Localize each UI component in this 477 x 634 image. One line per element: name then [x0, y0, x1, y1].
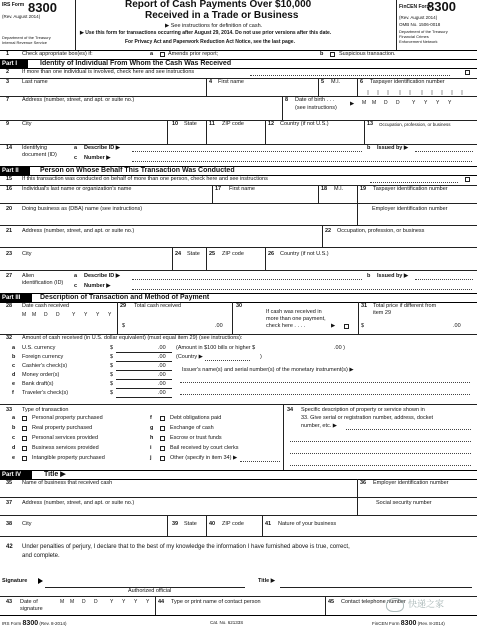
irs-form-number: 8300: [28, 0, 57, 15]
irs-dept-1: Department of the Treasury: [2, 35, 51, 40]
money-amount-line[interactable]: [116, 388, 172, 389]
part-3-title: Description of Transaction and Method of Payment: [40, 294, 210, 301]
transaction-type-checkbox[interactable]: [160, 436, 165, 441]
dollar-sign: $: [110, 363, 114, 369]
part-4-header: [0, 470, 477, 480]
transaction-type-label: Personal property purchased: [32, 415, 103, 421]
transaction-type-label: Debt obligations paid: [170, 415, 222, 421]
fincen-dept-3: Enforcement Network: [399, 39, 438, 44]
watermark-logo-icon: [386, 598, 404, 612]
property-description-field[interactable]: [346, 429, 471, 430]
transaction-type-label: Personal services provided: [32, 435, 99, 441]
footer-cat-no: Cat. No. 62133S: [210, 620, 244, 625]
money-key: d: [12, 372, 16, 378]
fincen-dept-2: Financial Crimes: [399, 34, 429, 39]
money-amount-line[interactable]: [116, 352, 172, 353]
multiple-persons-checkbox[interactable]: [465, 177, 470, 182]
money-amount-line[interactable]: [116, 379, 172, 380]
form-title-line2: Received in a Trade or Business: [145, 10, 299, 21]
multiple-individuals-checkbox[interactable]: [465, 70, 470, 75]
signature-arrow-icon: [38, 578, 43, 584]
alien-id-issued-by-field[interactable]: [415, 279, 473, 280]
transaction-type-label: Other (specify in item 34) ▶: [170, 455, 238, 461]
transaction-type-checkbox[interactable]: [22, 416, 27, 421]
id-issued-by-field[interactable]: [415, 151, 473, 152]
fincen-form-prefix: FinCEN Form: [399, 4, 431, 10]
part-4-tag: Part IV: [0, 471, 32, 479]
dollar-sign: $: [110, 345, 114, 351]
part-1-title: Identity of Individual From Whom the Cash Was Received: [40, 60, 232, 67]
part-2-tag: Part II: [0, 167, 30, 175]
title-field[interactable]: [280, 587, 472, 588]
money-label: Foreign currency: [22, 354, 64, 360]
fincen-form-number: 8300: [427, 0, 456, 14]
omb-number: OMB No. 1506-0018: [399, 22, 441, 27]
part-3-tag: Part III: [0, 294, 32, 302]
form-sub-3: For Privacy Act and Paperwork Reduction Act Notice, see the last page.: [125, 39, 295, 45]
form-title-line1: Report of Cash Payments Over $10,000: [125, 0, 312, 10]
watermark-text: 快递之家: [408, 599, 445, 609]
money-amount[interactable]: .00: [158, 354, 166, 360]
money-amount[interactable]: .00: [158, 345, 166, 351]
money-amount[interactable]: .00: [158, 363, 166, 369]
alien-id-number-field[interactable]: [132, 289, 472, 290]
money-amount[interactable]: .00: [158, 372, 166, 378]
money-amount-line[interactable]: [116, 370, 172, 371]
dollar-sign: $: [110, 381, 114, 387]
dollar-sign: $: [110, 354, 114, 360]
transaction-type-checkbox[interactable]: [160, 416, 165, 421]
transaction-type-label: Business services provided: [32, 445, 99, 451]
type-key: b: [12, 425, 16, 431]
type-key: j: [150, 455, 152, 461]
type-key: a: [12, 415, 16, 421]
footer-irs: IRS Form 8300 (Rev. 8-2014): [2, 620, 67, 627]
type-key: e: [12, 455, 16, 461]
money-amount[interactable]: .00: [158, 390, 166, 396]
type-key: h: [150, 435, 154, 441]
transaction-type-label: Intangible property purchased: [32, 455, 105, 461]
money-key: e: [12, 381, 16, 387]
transaction-type-label: Escrow or trust funds: [170, 435, 222, 441]
money-key: f: [12, 390, 14, 396]
money-amount[interactable]: .00: [158, 381, 166, 387]
form-8300-page: IRS Form 8300 (Rev. August 2014) Department of the Treasury Internal Revenue Service Report of Cash Payments Over $10,000 Received in a Trade or Business ▶ See instructions for definition of cash. ▶ Use this form for transactions occurring after August 29, 2014. Do not use prior versions after this date. For Privacy Act and Paperwork Reduction Act Notice, see the last page. FinCEN Form 8300 (Rev. August 2014) OMB No. 1506-0018 Department of the Treasury Financial Crimes Enforcement Network 1 Check appropriate box(es) if: a Amends prior report; b Suspicious transaction. Part I Identity of Individual From Whom the Cash Was Received 2 If more than one individual is involved, check here and see instructions 3 Last name 4 First name 5 M.I. 6 Taxpayer identification number 7 Address (number, street, and apt. or suite no.) 8 Date of birth . . . (see instructions) ▶ M M D D Y Y Y Y 9 City 10 State 11 ZIP code 12 Country (if not U.S.) 13 Occupation, profession, or business 14 Identifying document (ID) a Describe ID ▶ c Number ▶ b Issued by ▶ Part II Person on Whose Behalf This Transaction Was Conducted 15 If this transaction was conducted on behalf of more than one person, check here and see instructions 16 Individual's last name or organization's name 17 First name 18 M.I. 19 Taxpayer identification number 20 Doing business as (DBA) name (see instructions) Employer identification number 21 Address (number, street, and apt. or suite no.) 22 Occupation, profession, or business 23 City 24 State 25 ZIP code 26 Country (if not U.S.) 27 Alien identification (ID) a Describe ID ▶ c Number ▶ b Issued by ▶ Part III Description of Transaction and Method of Payment 28 Date cash received M M D D Y Y Y Y 29 Total cash received $ .00 30 If cash was received in more than one payment, check here . . . . ▶ 31 Total price if different from item 29 $ .00 32 Amount of cash received (in U.S. dollar equivalent) (must equal item 29) (see instructions): a U.S. currency $ .00 b Foreign currency $ .00 c Cashier's check(s) $ .00 d Money order(s) $ .00 e Bank draft(s) $ .00 f Traveler's check(s) $ .00 (Amount in $100 bills or higher $ .00 ) (Country ▶ ) Issuer's name(s) and serial number(s) of the monetary instrument(s) ▶ 33 Type of transaction a Personal property purchased b Real property purchased c Personal services provided d Business services provided e Intangible property purchased f Debt obligations paid g Exchange of cash h Escrow or trust funds i Bail received by court clerks j Other (specify in item 34) ▶ 34 Specific description of property or service shown in 33. Give serial or registration number, address, docket number, etc. ▶ Part IV Title ▶ 35 Name of business that received cash 36 Employer identification number 37 Address (number, street, and apt. or suite no.) Social security number 38 City 39 State 40 ZIP code 41 Nature of your business 42 Under penalties of perjury, I declare that to the best of my knowledge the information I have furnished above is true, correct, and complete. Signature Authorized official Title ▶ 43 Date of signature M M D D Y Y Y Y 44 Type or print name of contact person 45 Contact telephone number IRS Form 8300 (Rev. 8-2014) Cat. No. 62133S FinCEN Form 8300 (Rev. 8-2014) 快递之家: [0, 0, 477, 634]
irs-rev: (Rev. August 2014): [2, 14, 41, 19]
money-label: Traveler's check(s): [22, 390, 69, 396]
alien-id-description-field[interactable]: [132, 279, 362, 280]
transaction-type-checkbox[interactable]: [22, 426, 27, 431]
money-amount-line[interactable]: [116, 361, 172, 362]
id-number-field[interactable]: [132, 161, 472, 162]
foreign-country-field[interactable]: [205, 360, 250, 361]
dollar-sign: $: [110, 390, 114, 396]
money-label: Money order(s): [22, 372, 60, 378]
dollar-sign: $: [110, 372, 114, 378]
amends-prior-report-checkbox[interactable]: [160, 52, 165, 57]
transaction-type-checkbox[interactable]: [22, 456, 27, 461]
money-key: a: [12, 345, 16, 351]
transaction-type-checkbox[interactable]: [160, 446, 165, 451]
issuer-field-1[interactable]: [180, 382, 470, 383]
id-description-field[interactable]: [132, 151, 362, 152]
irs-form-prefix: IRS Form: [2, 2, 25, 8]
type-key: c: [12, 435, 16, 441]
money-amount-line[interactable]: [116, 397, 172, 398]
part-1-tag: Part I: [0, 60, 28, 68]
money-label: Cashier's check(s): [22, 363, 68, 369]
fincen-rev: (Rev. August 2014): [399, 15, 438, 20]
transaction-type-label: Real property purchased: [32, 425, 93, 431]
type-key: d: [12, 445, 16, 451]
transaction-type-checkbox[interactable]: [160, 456, 165, 461]
transaction-type-label: Bail received by court clerks: [170, 445, 239, 451]
irs-dept-2: Internal Revenue Service: [2, 40, 47, 45]
money-label: U.S. currency: [22, 345, 56, 351]
part-2-title: Person on Whose Behalf This Transaction Was Conducted: [40, 167, 235, 174]
transaction-type-checkbox[interactable]: [22, 436, 27, 441]
form-sub-2: ▶ Use this form for transactions occurring after August 29, 2014. Do not use prior versions after this date.: [80, 30, 332, 36]
fincen-dept-1: Department of the Treasury: [399, 29, 448, 34]
suspicious-transaction-checkbox[interactable]: [330, 52, 335, 57]
transaction-type-checkbox[interactable]: [22, 446, 27, 451]
footer-fincen: FinCEN Form 8300 (Rev. 8-2014): [372, 620, 445, 627]
part-4-title: Title ▶: [44, 471, 66, 478]
type-key: f: [150, 415, 152, 421]
transaction-type-checkbox[interactable]: [160, 426, 165, 431]
other-type-field[interactable]: [240, 461, 280, 462]
total-cash-received-field[interactable]: .00: [215, 323, 223, 329]
type-key: i: [150, 445, 152, 451]
multiple-payments-checkbox[interactable]: [344, 324, 349, 329]
type-key: g: [150, 425, 154, 431]
money-key: b: [12, 354, 16, 360]
money-key: c: [12, 363, 16, 369]
money-label: Bank draft(s): [22, 381, 54, 387]
form-sub-1: ▶ See instructions for definition of cash.: [165, 23, 263, 29]
transaction-type-label: Exchange of cash: [170, 425, 214, 431]
issuer-field-2[interactable]: [180, 394, 470, 395]
total-price-field[interactable]: .00: [453, 323, 461, 329]
